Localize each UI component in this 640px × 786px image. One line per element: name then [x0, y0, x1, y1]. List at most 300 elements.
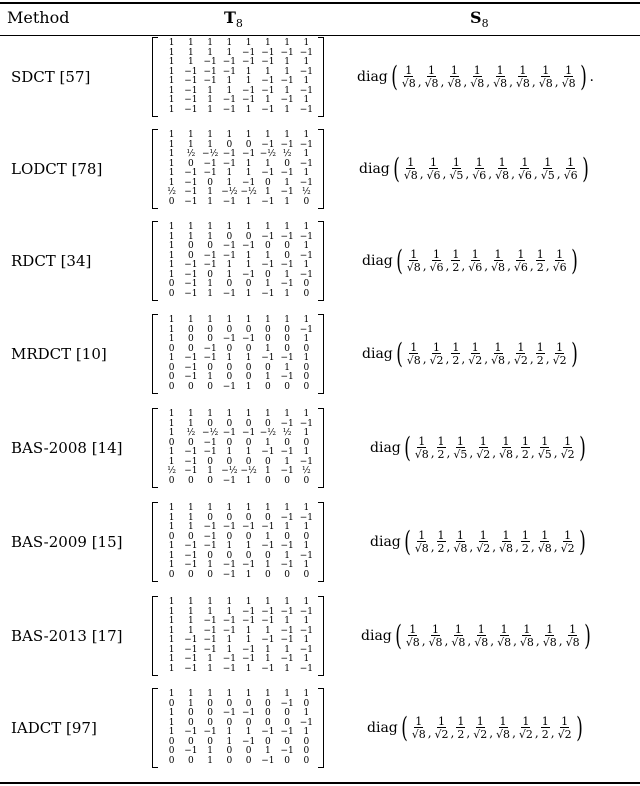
matrix-cell: ½ [282, 428, 292, 438]
matrix-cell: −1 [241, 708, 256, 718]
matrix-cell: 0 [265, 512, 271, 523]
matrix-cell: 1 [284, 456, 290, 467]
matrix-cell: ½ [186, 428, 196, 438]
matrix-cell: −1 [222, 708, 237, 718]
table-row [0, 129, 640, 209]
matrix-cell: −1 [203, 343, 217, 354]
header-scaling [470, 8, 489, 34]
scaling-fraction [494, 157, 510, 181]
scaling-formula [367, 711, 585, 744]
fraction-numerator: 1 [498, 156, 506, 169]
fraction-numerator: 1 [473, 64, 481, 77]
matrix-cell: 1 [245, 66, 252, 77]
matrix-cell: 1 [207, 746, 213, 756]
matrix-cell: 0 [284, 475, 290, 486]
matrix-cell: 1 [168, 503, 175, 513]
matrix-cell: 1 [303, 241, 310, 251]
matrix-cell: 1 [207, 663, 213, 674]
matrix-cell: 0 [168, 288, 175, 299]
scaling-fraction [521, 530, 530, 554]
matrix-cell: 0 [226, 418, 233, 429]
matrix-cell: 1 [303, 560, 310, 570]
matrix-cell: 1 [207, 560, 213, 570]
scaling-fraction [429, 249, 445, 273]
matrix-cell: −1 [241, 149, 256, 159]
comma-separator: , [467, 634, 472, 648]
fraction-denominator: √8 [537, 542, 552, 555]
comma-separator: , [465, 167, 470, 181]
matrix-cell: 1 [303, 149, 310, 159]
matrix-cell: −½ [240, 466, 257, 476]
matrix-cell: 1 [284, 597, 290, 607]
matrix-cell: −1 [280, 187, 294, 197]
matrix-cell: 0 [188, 324, 194, 335]
fraction-denominator: √8 [403, 169, 418, 182]
comma-separator: , [515, 540, 519, 554]
matrix-cell: −1 [299, 418, 314, 429]
scaling-fraction [451, 342, 460, 366]
matrix-cell: −1 [261, 139, 275, 150]
matrix-cell: 0 [168, 279, 175, 289]
scaling-fraction [456, 716, 465, 740]
matrix-cell: 1 [207, 187, 213, 197]
matrix-cell: −1 [184, 269, 198, 280]
table-row [0, 221, 640, 301]
fraction-denominator: √6 [472, 169, 487, 182]
matrix-cell: 1 [284, 663, 290, 674]
matrix-cell: −1 [222, 158, 237, 169]
fraction-denominator: √8 [401, 77, 416, 90]
paren-open: ( [394, 619, 402, 652]
fraction-denominator: √8 [414, 448, 429, 461]
matrix-cell: −1 [184, 466, 198, 476]
matrix-cell: 1 [245, 597, 252, 607]
matrix-cell: 1 [226, 597, 233, 607]
matrix-cell: 1 [188, 606, 194, 617]
matrix-cell: 1 [207, 47, 213, 58]
fraction-numerator: 1 [450, 64, 458, 77]
matrix-cell: 0 [265, 550, 271, 561]
table-row [0, 37, 640, 117]
comma-separator: , [450, 726, 455, 740]
matrix-cell: 1 [207, 503, 213, 513]
matrix-row [162, 747, 316, 757]
matrix-cell: 1 [188, 315, 194, 325]
matrix-cell: −1 [184, 635, 198, 645]
fraction-numerator: 1 [456, 529, 464, 542]
scaling-fraction [519, 624, 535, 648]
fraction-numerator: 1 [564, 435, 572, 448]
comma-separator: , [489, 726, 494, 740]
matrix-cell: 0 [303, 437, 310, 448]
fraction-denominator: √8 [515, 77, 530, 90]
matrix-cell: 1 [188, 47, 194, 58]
matrix-cell: −1 [299, 324, 314, 335]
matrix-cell: 1 [207, 288, 213, 299]
fraction-denominator: √2 [518, 728, 533, 741]
fraction-numerator: 1 [517, 341, 525, 354]
comma-separator: , [446, 540, 451, 554]
transform-matrix [152, 596, 324, 676]
matrix-cell: 1 [188, 689, 194, 699]
matrix-cell: −1 [222, 560, 237, 570]
scaling-fraction [452, 530, 468, 554]
matrix-cell: −1 [261, 57, 275, 67]
matrix-cell: 1 [168, 95, 175, 105]
matrix-cell: 1 [245, 130, 252, 140]
matrix-cell: 1 [168, 522, 175, 532]
paren-close: ) [578, 525, 586, 558]
matrix-cell: 0 [188, 531, 194, 542]
method-name: BAS-2013 [17] [11, 627, 123, 645]
matrix-cell: 1 [245, 663, 252, 674]
matrix-cell: 1 [245, 76, 252, 86]
scaling-fraction [429, 342, 445, 366]
comma-separator: , [492, 446, 497, 460]
matrix-cell: 0 [226, 279, 233, 289]
matrix-cell: −1 [184, 447, 198, 457]
matrix-cell: 1 [168, 241, 175, 251]
comma-separator: , [529, 259, 534, 273]
matrix-cell: −1 [261, 635, 275, 645]
matrix-cell: 1 [168, 57, 175, 67]
method-name: RDCT [34] [11, 252, 92, 270]
matrix-cell: −1 [280, 625, 294, 636]
comma-separator: , [488, 167, 493, 181]
matrix-cell: 0 [303, 531, 310, 542]
matrix-cell: 1 [284, 104, 290, 115]
matrix-cell: 0 [188, 334, 194, 344]
matrix-cell: ½ [167, 466, 176, 476]
matrix-cell: −1 [241, 57, 256, 67]
matrix-cell: 0 [207, 334, 213, 344]
matrix-cell: −1 [184, 168, 198, 178]
matrix-cell: 1 [303, 541, 310, 551]
matrix-cell: 0 [265, 381, 271, 392]
scaling-fraction [437, 530, 446, 554]
fraction-numerator: 1 [479, 529, 487, 542]
matrix-cell: 1 [265, 689, 271, 699]
matrix-cell: 1 [226, 315, 233, 325]
matrix-bracket-left [152, 314, 158, 394]
matrix-cell: 0 [188, 736, 194, 747]
matrix-cell: 1 [265, 250, 271, 261]
matrix-cell: 1 [245, 315, 252, 325]
matrix-cell: 1 [226, 727, 233, 737]
matrix-cell: 0 [303, 755, 310, 766]
matrix-cell: 1 [226, 38, 233, 48]
fraction-numerator: 1 [452, 341, 460, 354]
scaling-formula [361, 619, 593, 652]
matrix-cell: 0 [284, 736, 290, 747]
matrix-cell: 1 [168, 606, 175, 617]
matrix-cell: 1 [188, 139, 194, 150]
comma-separator: , [558, 634, 563, 648]
matrix-cell: −1 [184, 654, 198, 664]
comma-separator: , [444, 634, 449, 648]
fraction-denominator: √8 [406, 261, 421, 274]
matrix-cell: −1 [299, 625, 314, 636]
matrix-cell: 1 [207, 409, 213, 419]
matrix-cell: 1 [245, 222, 252, 232]
matrix-cell: 0 [284, 755, 290, 766]
paren-open: ( [403, 525, 411, 558]
fraction-denominator: √2 [429, 354, 444, 367]
scaling-fraction [473, 624, 489, 648]
matrix-cell: 1 [265, 187, 271, 197]
matrix-bracket-right [318, 688, 324, 768]
header-rule [0, 35, 640, 36]
matrix-cell: −½ [259, 149, 276, 159]
matrix-cell: 0 [284, 717, 290, 728]
matrix-cell: 1 [168, 222, 175, 232]
fraction-numerator: 1 [502, 529, 510, 542]
scaling-fraction [405, 624, 421, 648]
matrix-cell: −1 [280, 512, 294, 523]
matrix-cell: 1 [226, 269, 233, 280]
matrix-cell: 0 [226, 755, 233, 766]
matrix-cell: −1 [299, 231, 314, 242]
matrix-cell: 1 [207, 654, 213, 664]
comma-separator: , [545, 259, 550, 273]
matrix-cell: 1 [226, 85, 233, 96]
scaling-fraction [560, 436, 576, 460]
matrix-bracket-left [152, 221, 158, 301]
method-name: LODCT [78] [11, 160, 103, 178]
comma-separator: , [469, 446, 474, 460]
matrix-cell: 1 [303, 334, 310, 344]
scaling-fraction [542, 624, 558, 648]
fraction-numerator: 1 [452, 248, 460, 261]
fraction-denominator: √8 [495, 169, 510, 182]
matrix-cell: −1 [203, 353, 217, 363]
fraction-numerator: 1 [471, 248, 479, 261]
matrix-cell: 0 [188, 708, 194, 718]
matrix-cell: 1 [207, 755, 213, 766]
matrix-cell: 1 [188, 222, 194, 232]
comma-separator: , [507, 352, 511, 366]
comma-separator: , [509, 75, 513, 89]
fraction-numerator: 1 [541, 529, 549, 542]
matrix-cell: ½ [302, 466, 311, 476]
fraction-denominator: √2 [560, 542, 575, 555]
matrix-cell: 1 [226, 177, 233, 188]
fraction-numerator: 1 [418, 529, 426, 542]
matrix-cell: −1 [184, 279, 198, 289]
paren-close: ) [570, 244, 578, 277]
matrix-cell: 1 [168, 654, 175, 664]
matrix-cell: 0 [284, 158, 290, 169]
comma-separator: , [463, 75, 468, 89]
fraction-numerator: 1 [546, 623, 554, 636]
matrix-cell: 1 [284, 288, 290, 299]
matrix-cell: −1 [222, 241, 237, 251]
matrix-row [162, 561, 316, 571]
matrix-cell: −1 [261, 606, 275, 617]
matrix-cell: 0 [226, 324, 233, 335]
matrix-cell: −1 [280, 260, 294, 270]
matrix-row [162, 420, 316, 430]
comma-separator: , [440, 75, 445, 89]
fraction-denominator: √8 [519, 636, 534, 649]
matrix-cell: 0 [265, 717, 271, 728]
matrix-cell: 0 [188, 569, 194, 580]
matrix-bracket-right [318, 314, 324, 394]
comma-separator: , [533, 167, 538, 181]
matrix-cell: −1 [299, 85, 314, 96]
fraction-numerator: 1 [471, 341, 479, 354]
comma-separator: , [553, 540, 558, 554]
matrix-cell: 0 [207, 324, 213, 335]
paren-close: ) [570, 337, 578, 370]
matrix-cell: −1 [261, 76, 275, 86]
scaling-fraction [518, 716, 534, 740]
comma-separator: , [512, 726, 516, 740]
scaling-fraction [472, 716, 488, 740]
matrix-cell: −1 [280, 168, 294, 178]
comma-separator: , [515, 446, 519, 460]
matrix-cell: 0 [168, 736, 175, 747]
fraction-numerator: 1 [542, 64, 550, 77]
matrix-cell: 1 [245, 689, 252, 699]
matrix-cell: 0 [245, 512, 252, 523]
fraction-numerator: 1 [452, 156, 460, 169]
matrix-cell: −1 [203, 625, 217, 636]
matrix-cell: −1 [280, 231, 294, 242]
matrix-cell: 1 [168, 708, 175, 718]
fraction-denominator: √8 [451, 636, 466, 649]
scaling-fraction [403, 157, 419, 181]
matrix-cell: 1 [265, 95, 271, 105]
matrix-cell: 0 [245, 755, 252, 766]
scaling-fraction [475, 436, 491, 460]
matrix-cell: 1 [303, 708, 310, 718]
matrix-cell: −1 [222, 616, 237, 626]
matrix-cell: 0 [245, 550, 252, 561]
matrix-cell: 1 [168, 447, 175, 457]
table-row [0, 408, 640, 488]
matrix-cell: 1 [303, 447, 310, 457]
matrix-cell: 0 [265, 736, 271, 747]
matrix-cell: 0 [207, 456, 213, 467]
matrix-cell: 0 [168, 343, 175, 354]
matrix-cell: 1 [188, 38, 194, 48]
matrix-cell: 1 [265, 644, 271, 655]
matrix-cell: −1 [203, 616, 217, 626]
header-transform [224, 8, 243, 34]
matrix-cell: 1 [245, 541, 252, 551]
paren-close: ) [575, 711, 583, 744]
fraction-denominator: 2 [437, 448, 445, 461]
matrix-cell: 0 [226, 550, 233, 561]
matrix-cell: 1 [207, 222, 213, 232]
matrix-cell: −1 [184, 644, 198, 655]
matrix-cell: −1 [299, 606, 314, 617]
comma-separator: , [466, 726, 471, 740]
matrix-cell: 1 [265, 746, 271, 756]
matrix-cell: −1 [280, 447, 294, 457]
fraction-denominator: 2 [536, 261, 544, 274]
scaling-fraction [536, 342, 545, 366]
matrix-cell: 0 [168, 755, 175, 766]
matrix-cell: 1 [303, 522, 310, 532]
diag-label: diag [359, 161, 390, 177]
scaling-fraction [424, 65, 440, 89]
matrix-cell: −1 [222, 95, 237, 105]
matrix-cell: 0 [265, 241, 271, 251]
matrix-row [162, 757, 316, 767]
comma-separator: , [422, 352, 427, 366]
matrix-cell: −1 [241, 269, 256, 280]
comma-separator: , [535, 634, 540, 648]
matrix-cell: −1 [261, 260, 275, 270]
matrix-cell: 1 [265, 466, 271, 476]
matrix-cell: 1 [168, 250, 175, 261]
matrix-cell: −1 [222, 57, 237, 67]
matrix-cell: −1 [280, 541, 294, 551]
fraction-numerator: 1 [544, 156, 552, 169]
matrix-cell: 1 [168, 334, 175, 344]
scaling-formula [362, 244, 580, 277]
matrix-cell: 1 [168, 663, 175, 674]
matrix-cell: −1 [261, 85, 275, 96]
scaling-fraction [521, 436, 530, 460]
fraction-numerator: 1 [494, 248, 502, 261]
matrix-cell: 1 [265, 372, 271, 382]
formula-terminator: . [589, 69, 594, 85]
matrix-cell: 1 [168, 409, 175, 419]
matrix-cell: 0 [265, 456, 271, 467]
matrix-cell: −1 [203, 260, 217, 270]
matrix-cell: 1 [168, 66, 175, 77]
matrix-cell: −1 [222, 149, 237, 159]
fraction-denominator: 2 [521, 542, 529, 555]
matrix-cell: 0 [303, 381, 310, 392]
paren-open: ( [400, 711, 408, 744]
matrix-cell: 0 [207, 717, 213, 728]
matrix-cell: −1 [241, 522, 256, 532]
matrix-cell: 1 [284, 362, 290, 373]
matrix-cell: −1 [280, 698, 294, 709]
matrix-cell: 0 [245, 717, 252, 728]
fraction-numerator: 1 [502, 435, 510, 448]
matrix-cell: 1 [284, 550, 290, 561]
comma-separator: , [484, 352, 489, 366]
matrix-row [162, 571, 316, 581]
scaling-fraction [452, 436, 468, 460]
scaling-fraction [498, 530, 514, 554]
matrix-cell: 1 [168, 560, 175, 570]
matrix-cell: −1 [222, 334, 237, 344]
scaling-fraction [448, 157, 464, 181]
matrix-bracket-left [152, 129, 158, 209]
fraction-numerator: 1 [522, 715, 530, 728]
matrix-cell: −1 [280, 47, 294, 58]
matrix-cell: −1 [222, 663, 237, 674]
matrix-cell: 1 [245, 409, 252, 419]
comma-separator: , [511, 167, 515, 181]
matrix-cell: 1 [284, 66, 290, 77]
matrix-cell: 1 [284, 57, 290, 67]
fraction-denominator: 2 [536, 354, 544, 367]
matrix-bracket-left [152, 596, 158, 676]
matrix-cell: 1 [188, 522, 194, 532]
comma-separator: , [530, 540, 535, 554]
matrix-cell: −1 [184, 372, 198, 382]
scaling-fraction [401, 65, 417, 89]
matrix-cell: 1 [168, 689, 175, 699]
matrix-cell: 0 [207, 475, 213, 486]
